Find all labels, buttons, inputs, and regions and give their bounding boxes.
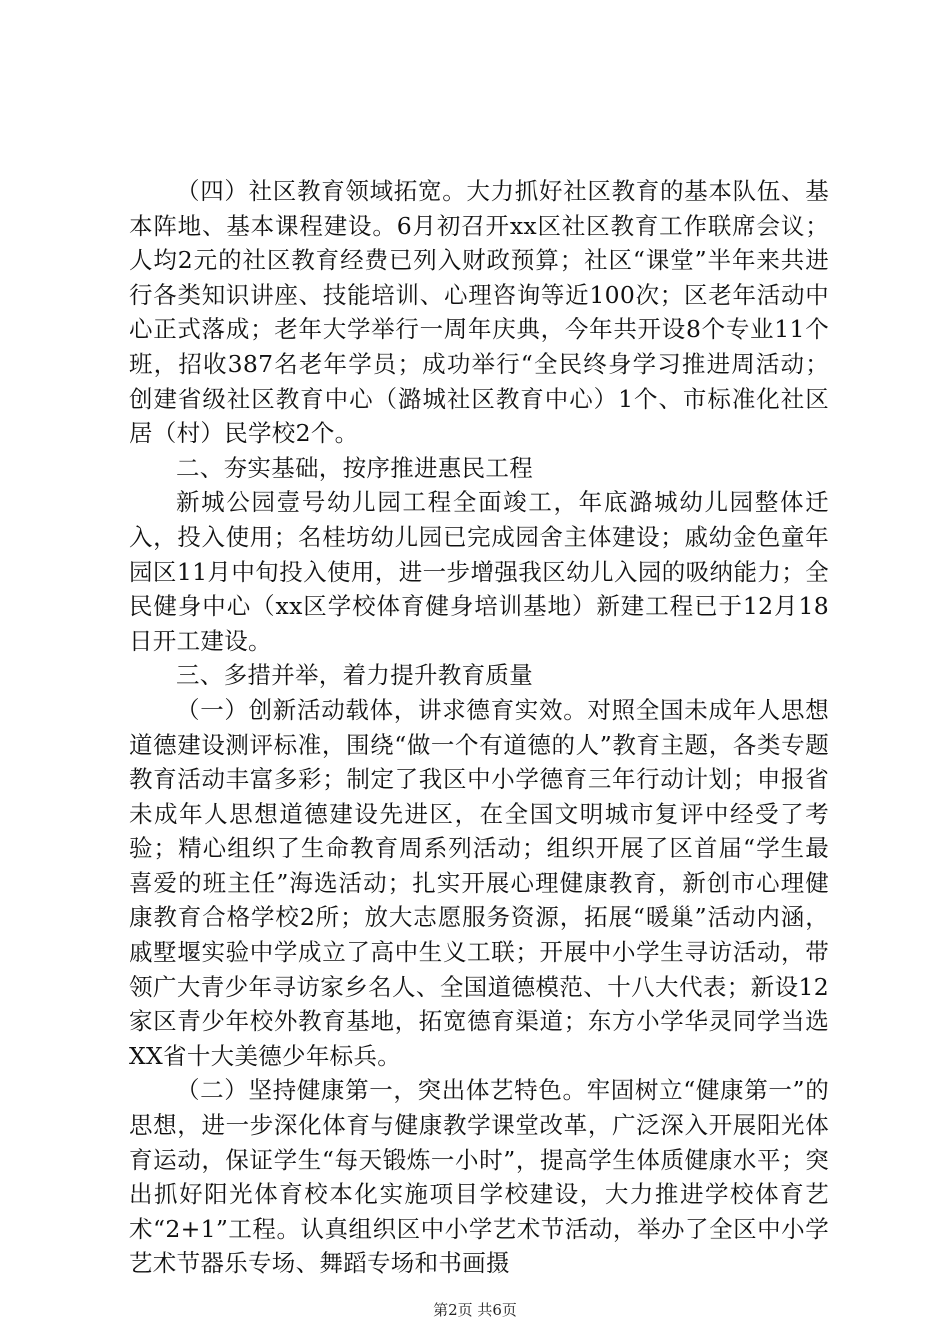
paragraph-kindergarten-projects: 新城公园壹号幼儿园工程全面竣工，年底潞城幼儿园整体迁入，投入使用；名桂坊幼儿园已完成园舍主体建设；戚幼金色童年园区11月中旬投入使用，进一步增强我区幼儿入园的吸纳能力；全民健身中心（xx区学校体育健身培训基地）新建工程已于12月18日开工建设。: [129, 488, 829, 655]
section-heading-three: 三、多措并举，着力提升教育质量: [176, 661, 533, 690]
paragraph-moral-education: （一）创新活动载体，讲求德育实效。对照全国未成年人思想道德建设测评标准，围绕“做一个有道德的人”教育主题，各类专题教育活动丰富多彩；制定了我区中小学德育三年行动计划；申报省未成年人思想道德建设先进区，在全国文明城市复评中经受了考验；精心组织了生命教育周系列活动；组织开展了区首届“学生最喜爱的班主任”海选活动；扎实开展心理健康教育，新创市心理健康教育合格学校2所；放大志愿服务资源，拓展“暖巢”活动内涵，戚墅堰实验中学成立了高中生义工联；开展中小学生寻访活动，带领广大青少年寻访家乡名人、全国道德模范、十八大代表；新设12家区青少年校外教育基地，拓宽德育渠道；东方小学华灵同学当选XX省十大美德少年标兵。: [129, 695, 829, 1070]
page-number-footer: 第2页 共6页: [433, 1301, 517, 1319]
paragraph-health-arts: （二）坚持健康第一，突出体艺特色。牢固树立“健康第一”的思想，进一步深化体育与健康教学课堂改革，广泛深入开展阳光体育运动，保证学生“每天锻炼一小时”，提高学生体质健康水平；突出抓好阳光体育校本化实施项目学校建设，大力推进学校体育艺术“2+1”工程。认真组织区中小学艺术节活动，举办了全区中小学艺术节器乐专场、舞蹈专场和书画摄: [129, 1076, 829, 1278]
document-body: [129, 174, 829, 1281]
section-heading-two: 二、夯实基础，按序推进惠民工程: [176, 453, 533, 482]
paragraph-community-education: （四）社区教育领域拓宽。大力抓好社区教育的基本队伍、基本阵地、基本课程建设。6月初召开xx区社区教育工作联席会议；人均2元的社区教育经费已列入财政预算；社区“课堂”半年来共进行各类知识讲座、技能培训、心理咨询等近100次；区老年活动中心正式落成；老年大学举行一周年庆典，今年共开设8个专业11个班，招收387名老年学员；成功举行“全民终身学习推进周活动；创建省级社区教育中心（潞城社区教育中心）1个、市标准化社区居（村）民学校2个。: [129, 177, 829, 448]
